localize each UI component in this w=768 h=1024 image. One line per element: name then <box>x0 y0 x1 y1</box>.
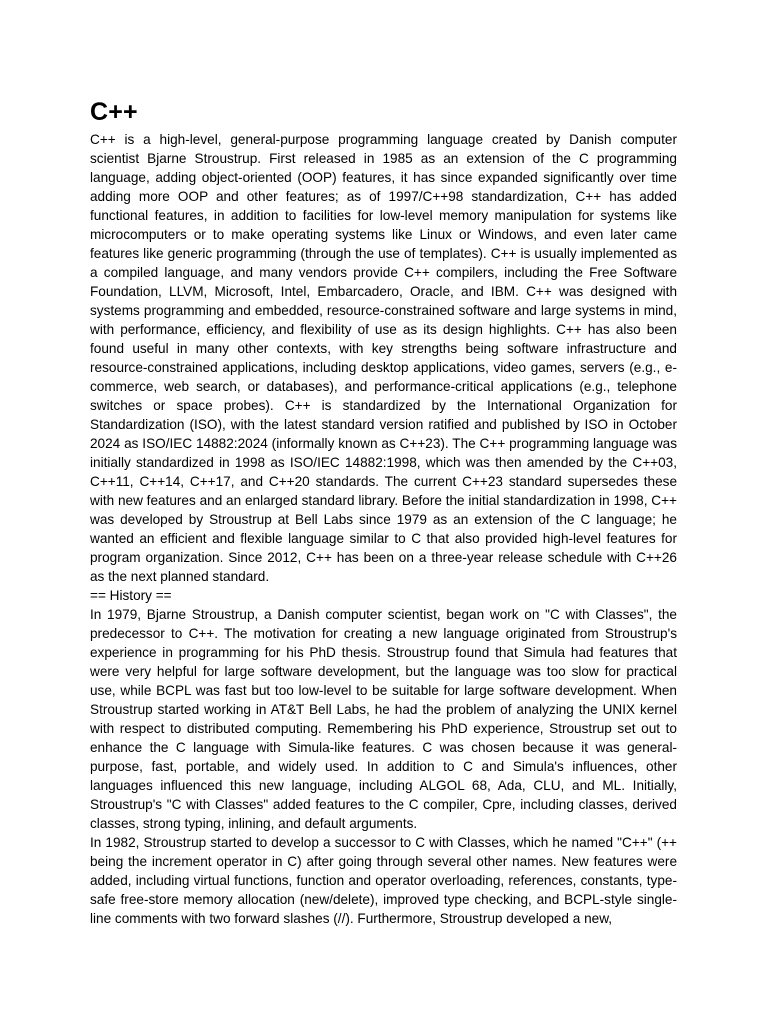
intro-paragraph: C++ is a high-level, general-purpose programming language created by Danish computer scientist Bjarne Stroustrup. First released in 1985 as an extension of the C programming language, adding object-oriented (OOP) features, it has since expanded significantly over time adding more OOP and other features; as of 1997/C++98 standardization, C++ has added functional features, in addition to facilities for low-level memory manipulation for systems like microcomputers or to make operating systems like Linux or Windows, and even later came features like generic programming (through the use of templates). C++ is usually implemented as a compiled language, and many vendors provide C++ compilers, including the Free Software Foundation, LLVM, Microsoft, Intel, Embarcadero, Oracle, and IBM. C++ was designed with systems programming and embedded, resource-constrained software and large systems in mind, with performance, efficiency, and flexibility of use as its design highlights. C++ has also been found useful in many other contexts, with key strengths being software infrastructure and resource-constrained applications, including desktop applications, video games, servers (e.g., e-commerce, web search, or databases), and performance-critical applications (e.g., telephone switches or space probes). C++ is standardized by the International Organization for Standardization (ISO), with the latest standard version ratified and published by ISO in October 2024 as ISO/IEC 14882:2024 (informally known as C++23). The C++ programming language was initially standardized in 1998 as ISO/IEC 14882:1998, which was then amended by the C++03, C++11, C++14, C++17, and C++20 standards. The current C++23 standard supersedes these with new features and an enlarged standard library. Before the initial standardization in 1998, C++ was developed by Stroustrup at Bell Labs since 1979 as an extension of the C language; he wanted an efficient and flexible language similar to C that also provided high-level features for program organization. Since 2012, C++ has been on a three-year release schedule with C++26 as the next planned standard. <box>90 132 677 584</box>
document-page <box>90 96 677 928</box>
document-title: C++ <box>90 98 138 126</box>
history-paragraph-1979: In 1979, Bjarne Stroustrup, a Danish computer scientist, began work on "C with Classes", the predecessor to C++. The motivation for creating a new language originated from Stroustrup's experience in programming for his PhD thesis. Stroustrup found that Simula had features that were very helpful for large software development, but the language was too slow for practical use, while BCPL was fast but too low-level to be suitable for large software development. When Stroustrup started working in AT&T Bell Labs, he had the problem of analyzing the UNIX kernel with respect to distributed computing. Remembering his PhD experience, Stroustrup set out to enhance the C language with Simula-like features. C was chosen because it was general-purpose, fast, portable, and widely used. In addition to C and Simula's influences, other languages influenced this new language, including ALGOL 68, Ada, CLU, and ML. Initially, Stroustrup's "C with Classes" added features to the C compiler, Cpre, including classes, derived classes, strong typing, inlining, and default arguments. <box>90 607 677 831</box>
history-paragraph-1982: In 1982, Stroustrup started to develop a successor to C with Classes, which he named "C++" (++ being the increment operator in C) after going through several other names. New features were added, including virtual functions, function and operator overloading, references, constants, type-safe free-store memory allocation (new/delete), improved type checking, and BCPL-style single-line comments with two forward slashes (//). Furthermore, Stroustrup developed a new, <box>90 835 677 926</box>
history-section-heading: == History == <box>90 588 172 603</box>
